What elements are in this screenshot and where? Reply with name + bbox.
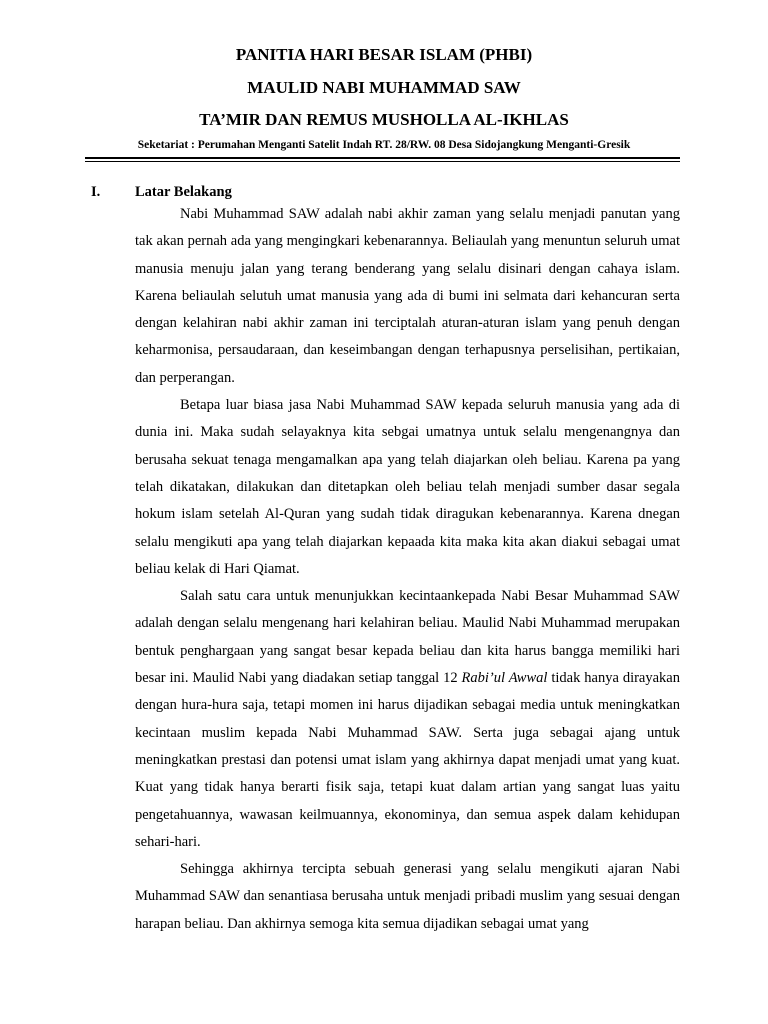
header-divider bbox=[85, 157, 680, 162]
secretariat-address: Seketariat : Perumahan Menganti Satelit Indah RT. 28/RW. 08 Desa Sidojangkung Menganti-Gresik bbox=[137, 139, 631, 151]
header-title-line-2: MAULID NABI MUHAMMAD SAW bbox=[247, 78, 521, 97]
paragraph-2: Betapa luar biasa jasa Nabi Muhammad SAW kepada seluruh manusia yang ada di dunia ini. Maka sudah selayaknya kita sebgai umatnya untuk selalu mengenangnya dan berusaha sekuat tenaga mengamalkan apa yang telah diajarkan oleh beliau. Karena pa yang telah dikatakan, dilakukan dan ditetapkan oleh beliau telah menjadi sumber dasar segala hokum islam setelah Al-Quran yang sudah tidak diragukan kebenarannya. Karena dnegan selalu mengikuti apa yang telah diajarkan kepaada kita maka kita akan diakui sebagai umat beliau kelak di Hari Qiamat. bbox=[135, 397, 680, 577]
paragraph-3 bbox=[135, 583, 680, 856]
section-body bbox=[135, 201, 680, 938]
header-title-line-1: PANITIA HARI BESAR ISLAM (PHBI) bbox=[235, 45, 533, 64]
header-title-line-3: TA’MIR DAN REMUS MUSHOLLA AL-IKHLAS bbox=[199, 110, 569, 129]
hijri-month-name: Rabi’ul Awwal bbox=[461, 670, 548, 687]
paragraph-3-text-before: Salah satu cara untuk menunjukkan kecintaankepada Nabi Besar Muhammad SAW adalah dengan selalu mengenang hari kelahiran beliau. Maulid Nabi Muhammad merupakan bentuk penghargaan yang sangat besar kepada beliau dan kita harus bangga memiliki hari besar ini. Maulid Nabi yang diadakan setiap tanggal 12 bbox=[135, 588, 680, 687]
paragraph-4: Sehingga akhirnya tercipta sebuah generasi yang selalu mengikuti ajaran Nabi Muhammad SAW dan senantiasa berusaha untuk menjadi pribadi muslim yang sesuai dengan harapan beliau. Dan akhirnya semoga kita semua dijadikan sebagai umat yang bbox=[135, 861, 680, 932]
section-number: I. bbox=[91, 184, 101, 200]
paragraph-1: Nabi Muhammad SAW adalah nabi akhir zaman yang selalu menjadi panutan yang tak akan pernah ada yang mengingkari kebenarannya. Beliaulah yang menuntun seluruh umat manusia menuju jalan yang terang benderang yang selalu disinari dengan cahaya islam. Karena beliaulah selutuh umat manusia yang ada di bumi ini selmata dari kehancuran serta dengan kelahiran nabi akhir zaman ini terciptalah aturan-aturan islam yang penuh dengan keharmonisa, persaudaraan, dan keseimbangan dengan terhapusnya perselisihan, pertikaian, dan perperangan. bbox=[135, 206, 680, 386]
section-title: Latar Belakang bbox=[135, 184, 232, 200]
paragraph-3-text-after: tidak hanya dirayakan dengan hura-hura saja, tetapi momen ini harus dijadikan sebagai media untuk meningkatkan kecintaan muslim kepada Nabi Muhammad SAW. Serta juga sebagai ajang untuk meningkatkan prestasi dan potensi umat islam yang akhirnya dapat menjadi umat yang kuat. Kuat yang tidak hanya berarti fisik saja, tetapi kuat dalam artian yang sangat luas yaitu pengetahuannya, wawasan keilmuannya, ekonominya, dan semua aspek dalam kehidupan sehari-hari. bbox=[135, 670, 680, 850]
